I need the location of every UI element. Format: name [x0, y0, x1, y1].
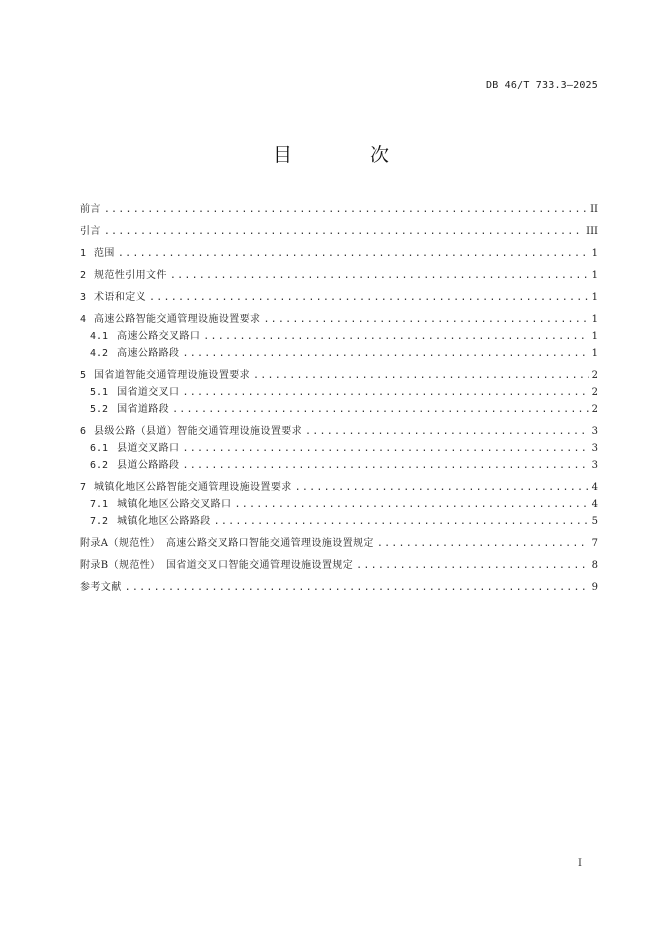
toc-section-number: 4.1	[90, 331, 109, 342]
toc-page-number: 1	[591, 292, 598, 303]
toc-label: 国省道交叉口	[117, 387, 180, 398]
toc-dot-leader	[203, 328, 588, 345]
toc-label: 附录B（规范性） 国省道交叉口智能交通管理设施设置规定	[80, 560, 354, 571]
toc-label: 县级公路（县道）智能交通管理设施设置要求	[94, 426, 303, 437]
toc-page-number: 2	[591, 404, 598, 415]
toc-dot-leader	[234, 496, 588, 513]
toc-label: 高速公路智能交通管理设施设置要求	[94, 314, 261, 325]
toc-section-number: 4.2	[90, 348, 109, 359]
toc-dot-leader	[104, 201, 587, 218]
toc-subentry[interactable]	[80, 496, 598, 513]
toc-page-number: 7	[591, 538, 598, 549]
toc-dot-leader	[182, 345, 588, 362]
toc-subentry[interactable]	[80, 513, 598, 530]
toc-subentry[interactable]	[80, 345, 598, 362]
toc-page-number: 4	[591, 499, 598, 510]
toc-label: 县道交叉路口	[117, 443, 180, 454]
toc-label: 城镇化地区公路路段	[117, 516, 211, 527]
toc-entry[interactable]	[80, 201, 598, 218]
doc-code: DB 46/T 733.3—2025	[486, 80, 598, 91]
toc-section-number: 6.2	[90, 460, 109, 471]
toc-entry[interactable]	[80, 289, 598, 306]
table-of-contents	[80, 201, 598, 596]
page-title: 目 次	[272, 144, 426, 166]
toc-entry[interactable]	[80, 311, 598, 328]
toc-section-number: 3	[80, 292, 87, 303]
toc-page-number: 1	[591, 348, 598, 359]
toc-dot-leader	[172, 401, 589, 418]
toc-page-number: 2	[591, 370, 598, 381]
toc-label: 高速公路交叉路口	[117, 331, 201, 342]
toc-section-number: 5.2	[90, 404, 109, 415]
toc-dot-leader	[182, 384, 588, 401]
toc-dot-leader	[295, 479, 589, 496]
toc-label: 规范性引用文件	[94, 270, 167, 281]
toc-label: 参考文献	[80, 582, 122, 593]
toc-entry[interactable]	[80, 367, 598, 384]
toc-dot-leader	[263, 311, 588, 328]
toc-label: 国省道路段	[117, 404, 170, 415]
toc-section-number: 4	[80, 314, 87, 325]
toc-dot-leader	[377, 535, 589, 552]
toc-page-number: 1	[591, 270, 598, 281]
toc-section-number: 7.2	[90, 516, 109, 527]
toc-page-number: II	[590, 204, 598, 215]
toc-section-number: 6.1	[90, 443, 109, 454]
toc-page-number: 1	[591, 314, 598, 325]
toc-label: 城镇化地区公路交叉路口	[117, 499, 232, 510]
toc-dot-leader	[182, 440, 588, 457]
page-number: I	[578, 858, 582, 869]
toc-dot-leader	[214, 513, 589, 530]
toc-section-number: 7	[80, 482, 87, 493]
toc-label: 范围	[94, 248, 115, 259]
toc-section-number: 1	[80, 248, 87, 259]
toc-dot-leader	[305, 423, 589, 440]
toc-page-number: III	[586, 226, 598, 237]
toc-label: 引言	[80, 226, 101, 237]
toc-subentry[interactable]	[80, 457, 598, 474]
toc-section-number: 2	[80, 270, 87, 281]
toc-entry[interactable]	[80, 579, 598, 596]
toc-dot-leader	[356, 557, 588, 574]
toc-dot-leader	[125, 579, 589, 596]
toc-page-number: 4	[591, 482, 598, 493]
toc-entry[interactable]	[80, 245, 598, 262]
toc-page-number: 1	[591, 331, 598, 342]
toc-page-number: 8	[591, 560, 598, 571]
toc-label: 前言	[80, 204, 101, 215]
toc-dot-leader	[182, 457, 588, 474]
toc-page-number: 5	[591, 516, 598, 527]
toc-page-number: 3	[591, 443, 598, 454]
toc-entry[interactable]	[80, 479, 598, 496]
toc-subentry[interactable]	[80, 384, 598, 401]
toc-label: 附录A（规范性） 高速公路交叉路口智能交通管理设施设置规定	[80, 538, 374, 549]
toc-label: 国省道智能交通管理设施设置要求	[94, 370, 251, 381]
toc-page-number: 2	[591, 387, 598, 398]
toc-subentry[interactable]	[80, 440, 598, 457]
toc-dot-leader	[170, 267, 589, 284]
toc-label: 高速公路路段	[117, 348, 180, 359]
toc-page-number: 9	[591, 582, 598, 593]
toc-page-number: 3	[591, 460, 598, 471]
toc-dot-leader	[253, 367, 589, 384]
toc-entry[interactable]	[80, 557, 598, 574]
toc-page-number: 1	[591, 248, 598, 259]
toc-section-number: 7.1	[90, 499, 109, 510]
toc-label: 术语和定义	[94, 292, 147, 303]
toc-section-number: 5	[80, 370, 87, 381]
toc-label: 县道公路路段	[117, 460, 180, 471]
toc-page-number: 3	[591, 426, 598, 437]
toc-subentry[interactable]	[80, 328, 598, 345]
toc-entry[interactable]	[80, 535, 598, 552]
toc-section-number: 6	[80, 426, 87, 437]
toc-dot-leader	[104, 223, 583, 240]
toc-entry[interactable]	[80, 223, 598, 240]
toc-dot-leader	[118, 245, 589, 262]
toc-label: 城镇化地区公路智能交通管理设施设置要求	[94, 482, 292, 493]
toc-entry[interactable]	[80, 267, 598, 284]
toc-dot-leader	[149, 289, 589, 306]
toc-section-number: 5.1	[90, 387, 109, 398]
toc-subentry[interactable]	[80, 401, 598, 418]
toc-entry[interactable]	[80, 423, 598, 440]
